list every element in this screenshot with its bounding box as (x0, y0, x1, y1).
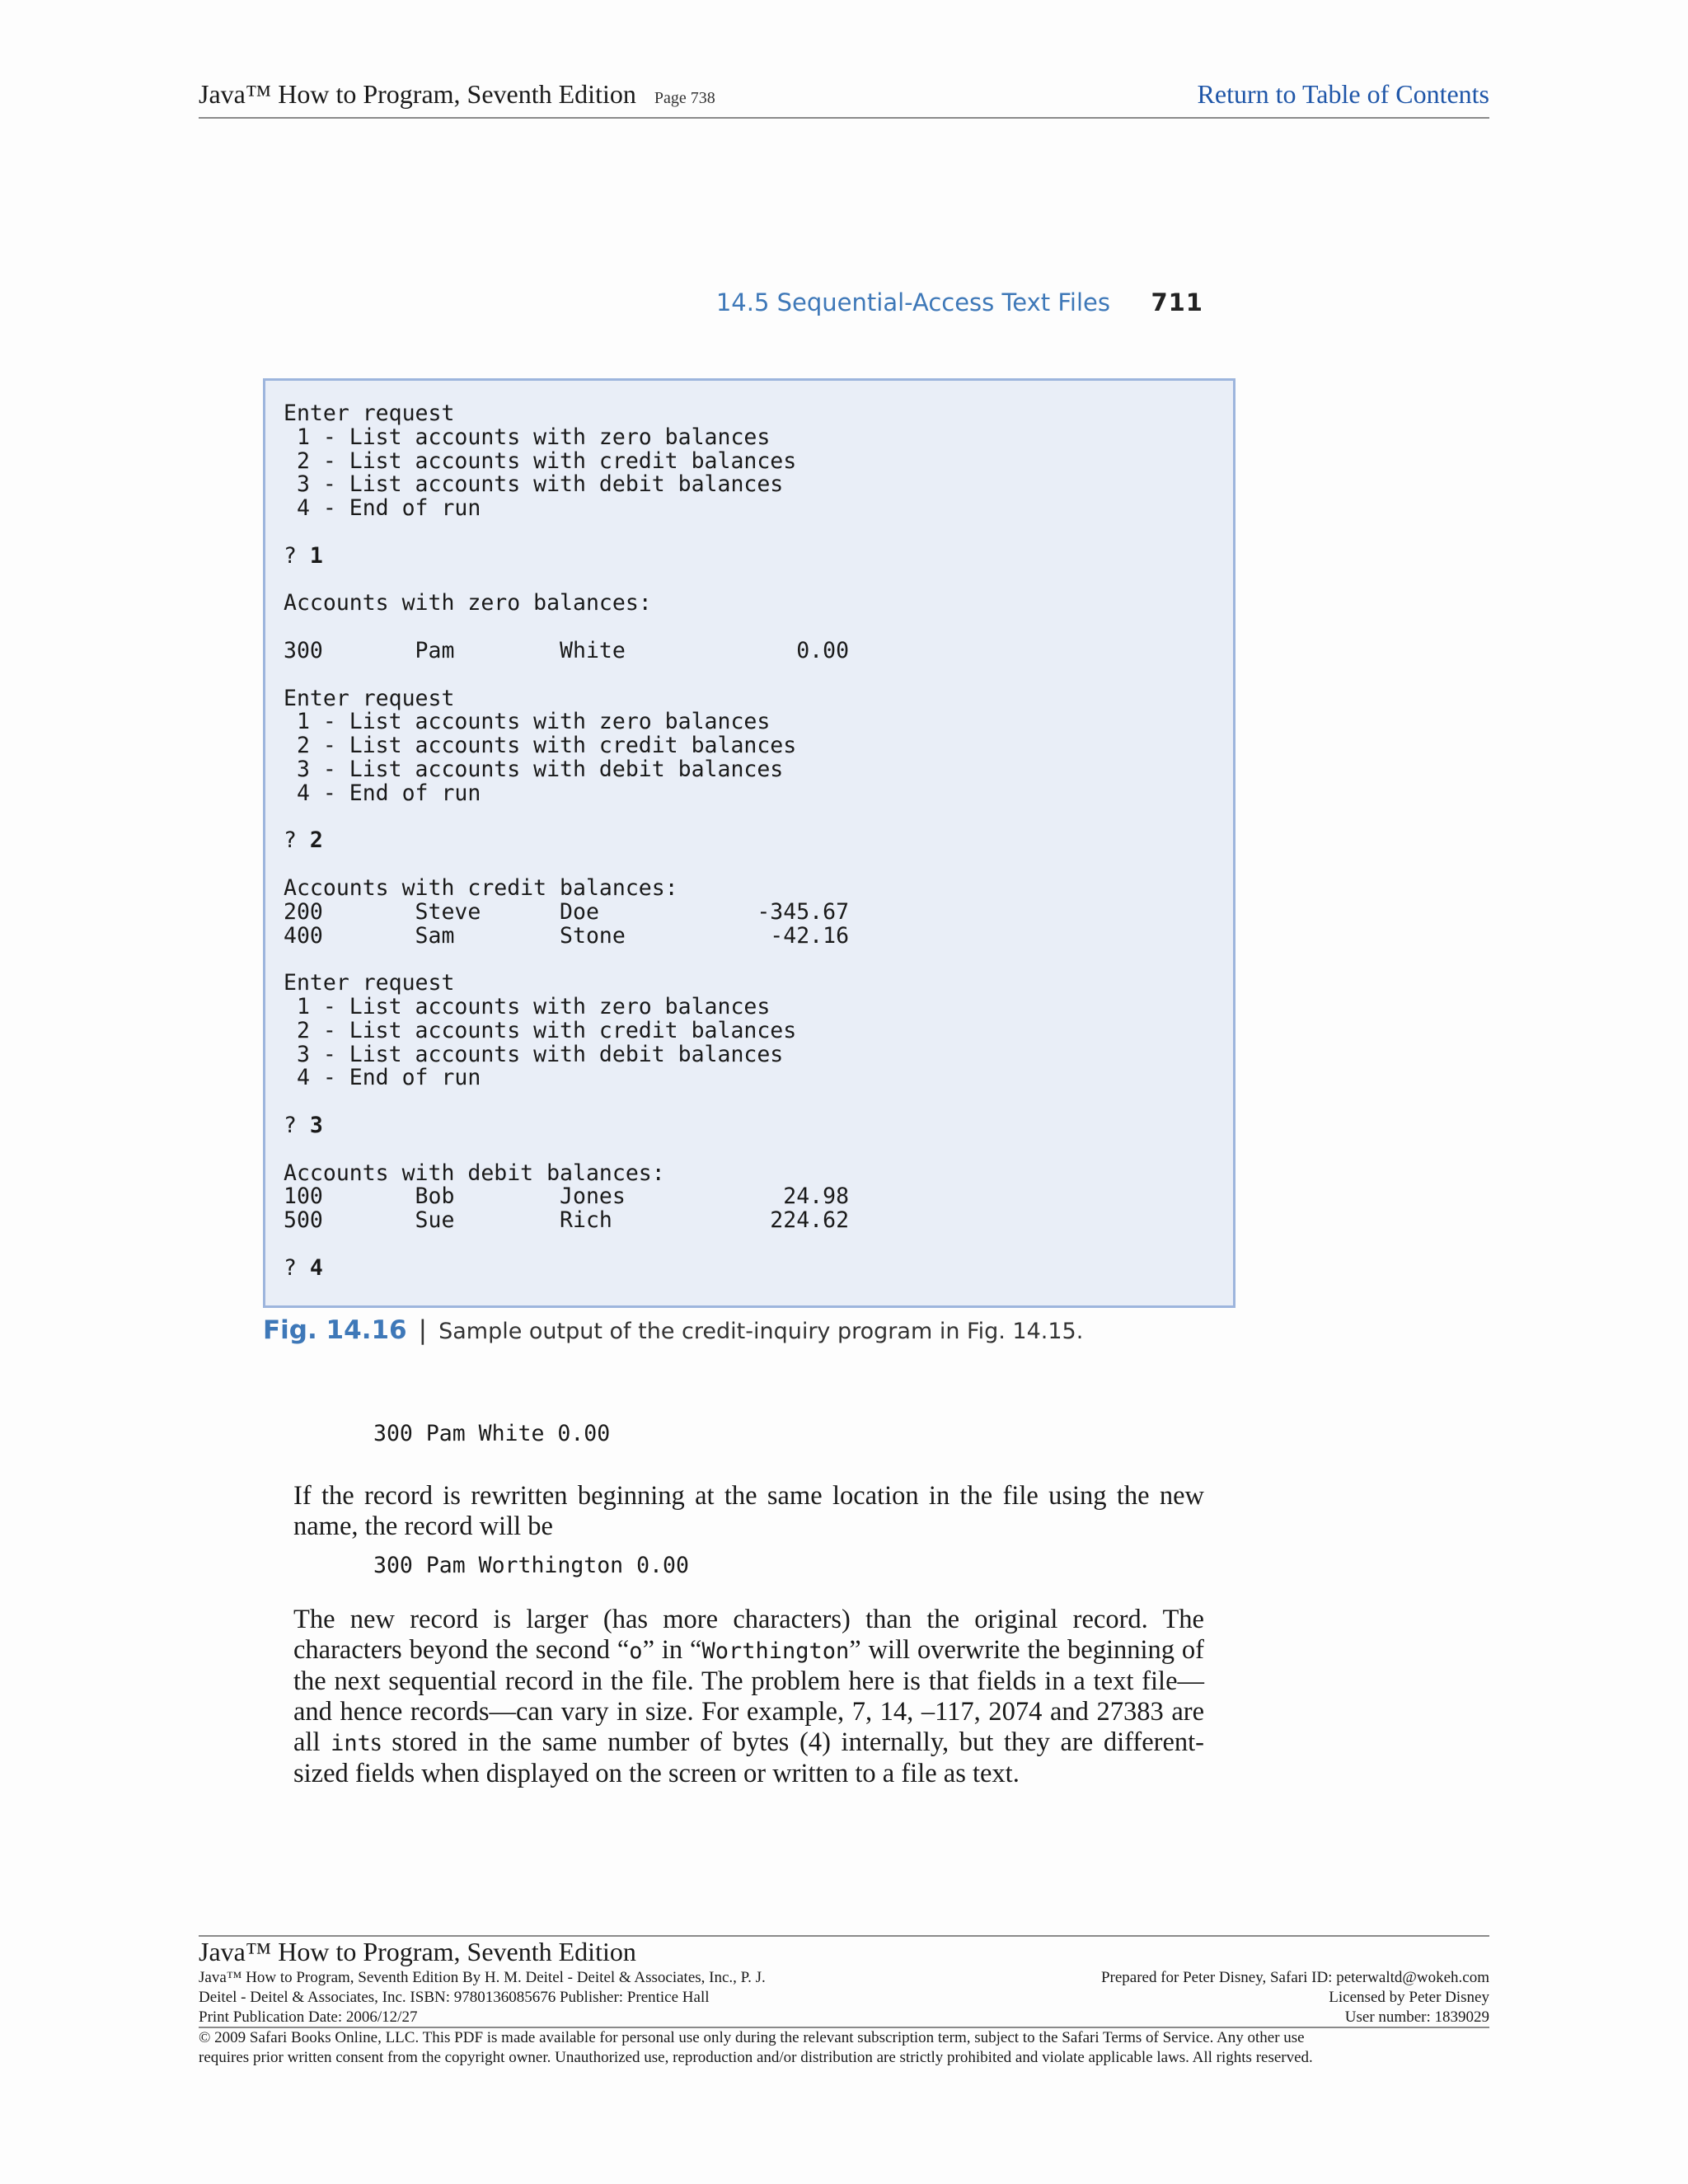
footer-line: Deitel - Deitel & Associates, Inc. ISBN: 9780136085676 Publisher: Prentice Hall (199, 1989, 710, 2006)
output-line (284, 1090, 849, 1114)
output-line (284, 874, 849, 901)
output-line-text: 3 - List accounts with debit balances (284, 756, 784, 782)
output-line-text: Accounts with zero balances: (284, 590, 652, 616)
paragraph-text: ” in “ (642, 1635, 702, 1665)
copyright-line: © 2009 Safari Books Online, LLC. This PDF is made available for personal use only during the relevant subscription term, subject to the Safari Terms of Service. Any other use (199, 2029, 1305, 2046)
output-line-text: 3 - List accounts with debit balances (284, 471, 784, 498)
output-line-text: 4 - End of run (284, 780, 481, 806)
output-line-text (284, 519, 297, 545)
user-input: 1 (309, 542, 323, 569)
book-title-text: Java™ How to Program, Seventh Edition (199, 79, 636, 109)
output-line-text: 2 - List accounts with credit balances (284, 448, 797, 474)
figure-caption (263, 1315, 1083, 1352)
output-line (284, 616, 849, 640)
output-line-text: Accounts with credit balances: (284, 874, 678, 901)
output-line-text: Enter request (284, 401, 455, 426)
footer-license-info (912, 1968, 1489, 2027)
output-line (284, 829, 849, 853)
output-line (284, 687, 849, 711)
footer-line: Java™ How to Program, Seventh Edition By H. M. Deitel - Deitel & Associates, Inc., P. J. (199, 1969, 766, 1986)
output-line (284, 542, 849, 569)
output-line (284, 948, 849, 972)
output-line (284, 569, 849, 593)
output-line (284, 1209, 849, 1233)
output-line (284, 1254, 849, 1281)
output-line (284, 1066, 849, 1090)
code-example-rewritten: 300 Pam Worthington 0.00 (373, 1553, 689, 1578)
page-label: Page 738 (654, 89, 715, 107)
output-line-text (284, 662, 297, 687)
output-line-text: 100 Bob Jones 24.98 (284, 1183, 850, 1210)
output-line-text: Accounts with debit balances: (284, 1160, 665, 1186)
output-line-text (284, 567, 297, 593)
output-line (284, 521, 849, 545)
output-line-text: ? (284, 1254, 310, 1281)
output-line-text: Enter request (284, 685, 455, 711)
output-line-text: 1 - List accounts with zero balances (284, 993, 771, 1019)
footer-line: Print Publication Date: 2006/12/27 (199, 2008, 418, 2026)
output-line (284, 1162, 849, 1186)
user-input: 4 (309, 1254, 323, 1281)
output-line (284, 710, 849, 734)
output-line-text: 300 Pam White 0.00 (284, 637, 850, 663)
caption-text: Sample output of the credit-inquiry program in Fig. 14.15. (438, 1319, 1084, 1344)
program-output-text (284, 402, 849, 1280)
caption-separator: | (418, 1315, 428, 1345)
output-line (284, 1114, 849, 1138)
page-header (199, 79, 1489, 119)
output-line (284, 734, 849, 758)
user-input: 3 (309, 1112, 323, 1138)
copyright-line: requires prior written consent from the copyright owner. Unauthorized use, reproduction and/or distribution are strictly prohibited and violate applicable laws. All rights reserved. (199, 2049, 1313, 2066)
output-line-text: 4 - End of run (284, 495, 481, 522)
output-line (284, 426, 849, 450)
footer-copyright (199, 2028, 1489, 2068)
output-line (284, 898, 850, 925)
body-paragraph: If the record is rewritten beginning at the same location in the file using the new name, the record will be (293, 1481, 1204, 1541)
paragraph-text: s stored in the same number of bytes (4) internally, but they are different-sized fields when displayed on the screen or written to a file as text. (293, 1727, 1205, 1788)
footer-publication-info (199, 1968, 940, 2027)
output-line (284, 637, 850, 663)
output-line-text (284, 1089, 297, 1114)
table-of-contents-link[interactable]: Return to Table of Contents (1197, 79, 1489, 109)
code-example-original: 300 Pam White 0.00 (373, 1421, 611, 1446)
output-line (284, 497, 849, 521)
paragraph-text: ” will overwrite the beginning of the next sequential record in the file. The problem here is that fields in a text file—and hence records—can vary in size. For example, 7, 14, –117, 2074 and 27383 are all (293, 1635, 1204, 1757)
output-line-text (284, 1137, 297, 1162)
footer-line: Licensed by Peter Disney (1329, 1989, 1489, 2006)
output-line (284, 1138, 849, 1162)
output-line (284, 402, 849, 426)
output-line-text: ? (284, 542, 310, 569)
figure-label: Fig. 14.16 (263, 1315, 407, 1345)
output-line (284, 972, 849, 996)
output-line-text (284, 804, 297, 830)
inline-code: o (629, 1638, 643, 1664)
output-line (284, 592, 849, 616)
output-line-text: 200 Steve Doe -345.67 (284, 898, 850, 925)
paragraph-text: The new record is larger (has more characters) than the original record. The characters beyond the second “ (293, 1605, 1204, 1665)
output-line (284, 806, 849, 830)
program-output-box (263, 378, 1236, 1308)
output-line-text: 400 Sam Stone -42.16 (284, 922, 850, 949)
output-line (284, 758, 849, 782)
output-line-text (284, 614, 297, 640)
output-line-text: 500 Sue Rich 224.62 (284, 1207, 850, 1234)
output-line (284, 993, 849, 1019)
output-line-text: 3 - List accounts with debit balances (284, 1041, 784, 1067)
output-line (284, 1043, 849, 1067)
inline-code: int (331, 1731, 371, 1756)
footer-line: Prepared for Peter Disney, Safari ID: peterwaltd@wokeh.com (1100, 1969, 1489, 1986)
output-line-text (284, 946, 297, 972)
footer-title: Java™ How to Program, Seventh Edition (199, 1937, 636, 1966)
page-number: 711 (1151, 288, 1203, 316)
output-line-text: 2 - List accounts with credit balances (284, 733, 797, 759)
section-title: 14.5 Sequential-Access Text Files (715, 288, 1110, 316)
output-line (284, 473, 849, 497)
output-line-text: ? (284, 1112, 310, 1138)
footer-line: User number: 1839029 (1344, 2008, 1489, 2026)
output-line-text: 1 - List accounts with zero balances (284, 709, 771, 735)
output-line (284, 853, 849, 877)
output-line-text: 4 - End of run (284, 1065, 481, 1091)
output-line (284, 922, 850, 949)
output-line (284, 1019, 849, 1043)
output-line (284, 663, 849, 687)
output-line-text (284, 851, 297, 877)
output-line (284, 782, 849, 806)
output-line (284, 1233, 849, 1257)
output-line-text: ? (284, 827, 310, 854)
output-line (284, 450, 849, 474)
output-line-text: Enter request (284, 970, 455, 996)
output-line-text: 2 - List accounts with credit balances (284, 1017, 797, 1043)
output-line-text: 1 - List accounts with zero balances (284, 424, 771, 450)
output-line-text (284, 1231, 297, 1257)
output-line (284, 1185, 849, 1209)
book-title (199, 79, 715, 110)
user-input: 2 (309, 827, 323, 854)
inline-code: Worthington (701, 1638, 850, 1664)
body-paragraph-explanation (293, 1605, 1204, 1789)
running-head (715, 288, 1203, 321)
